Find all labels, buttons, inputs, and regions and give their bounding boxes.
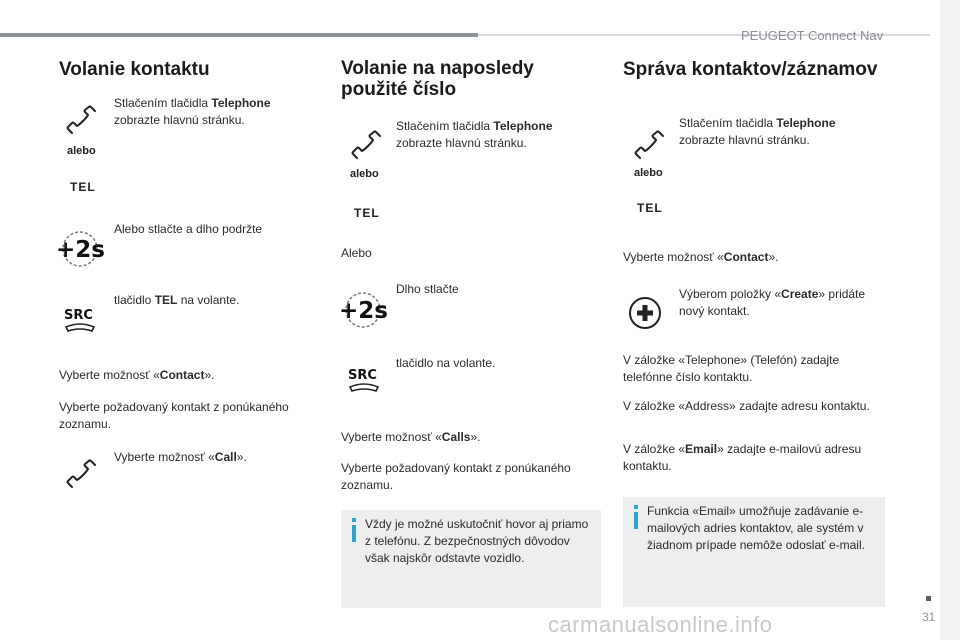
body-text: Alebo xyxy=(341,246,372,260)
page-header: PEUGEOT Connect Nav xyxy=(741,28,884,43)
info-note-text: Funkcia «Email» umožňuje zadávanie e-mailových adries kontaktov, ale systém v žiadnom prípade nemôže odoslať e-mail. xyxy=(647,504,865,552)
phone-handset-icon xyxy=(349,131,387,163)
phone-handset-icon xyxy=(64,460,102,492)
add-circle-icon xyxy=(628,296,662,330)
alebo-label: alebo xyxy=(67,145,96,157)
body-text: Vyberte možnosť «Contact». xyxy=(623,250,779,264)
section-title-manage-contacts: Správa kontaktov/záznamov xyxy=(623,59,878,80)
body-text: V záložke «Email» zadajte e-mailovú adresu kontaktu. xyxy=(623,442,862,473)
step-text: Stlačením tlačidla Telephone zobrazte hlavnú stránku. xyxy=(679,116,836,147)
tel-button-label: TEL xyxy=(70,180,96,194)
step-text: Výberom položky «Create» pridáte nový kontakt. xyxy=(679,287,866,318)
step-text: Stlačením tlačidla Telephone zobrazte hlavnú stránku. xyxy=(396,119,553,150)
step-text: Vyberte možnosť «Call». xyxy=(114,450,247,464)
body-text: Vyberte možnosť «Calls». xyxy=(341,430,481,444)
src-steering-button-icon xyxy=(63,307,99,333)
svg-text:+2s: +2s xyxy=(339,298,388,324)
step-text: Stlačením tlačidla Telephone zobrazte hlavnú stránku. xyxy=(114,96,271,127)
hold-2s-icon xyxy=(339,290,388,330)
phone-handset-icon xyxy=(64,106,102,138)
section-title-call-contact: Volanie kontaktu xyxy=(59,59,210,80)
svg-text:+2s: +2s xyxy=(56,237,105,263)
hold-2s-icon xyxy=(56,229,105,269)
svg-text:SRC: SRC xyxy=(64,308,93,323)
info-icon xyxy=(634,505,638,529)
body-text: Vyberte požadovaný kontakt z ponúkaného zoznamu. xyxy=(341,461,571,492)
info-note xyxy=(623,497,885,607)
info-note-text: Vždy je možné uskutočniť hovor aj priamo z telefónu. Z bezpečnostných dôvodov však najskôr odstavte vozidlo. xyxy=(365,517,589,565)
step-text: tlačidlo TEL na volante. xyxy=(114,293,240,307)
tel-button-label: TEL xyxy=(637,201,663,215)
svg-text:SRC: SRC xyxy=(348,368,377,383)
step-text: Alebo stlačte a dlho podržte xyxy=(114,222,263,236)
info-note xyxy=(341,510,601,608)
phone-handset-icon xyxy=(632,131,670,163)
tel-button-label: TEL xyxy=(354,206,380,220)
body-text: V záložke «Address» zadajte adresu kontaktu. xyxy=(623,399,870,413)
step-text: tlačidlo na volante. xyxy=(396,356,496,370)
page-marker xyxy=(926,596,931,601)
section-title-redial: Volanie na naposledy použité číslo xyxy=(341,58,534,100)
watermark: carmanualsonline.info xyxy=(548,612,773,637)
page-edge-strip xyxy=(940,0,960,640)
info-icon xyxy=(352,518,356,542)
alebo-label: alebo xyxy=(634,167,663,179)
step-text: Dlho stlačte xyxy=(396,282,459,296)
page-number: 31 xyxy=(922,610,936,624)
body-text: Vyberte požadovaný kontakt z ponúkaného zoznamu. xyxy=(59,400,289,431)
body-text: V záložke «Telephone» (Telefón) zadajte telefónne číslo kontaktu. xyxy=(623,353,840,384)
src-steering-button-icon xyxy=(347,367,383,393)
body-text: Vyberte možnosť «Contact». xyxy=(59,368,215,382)
alebo-label: alebo xyxy=(350,168,379,180)
header-bar xyxy=(0,33,478,37)
